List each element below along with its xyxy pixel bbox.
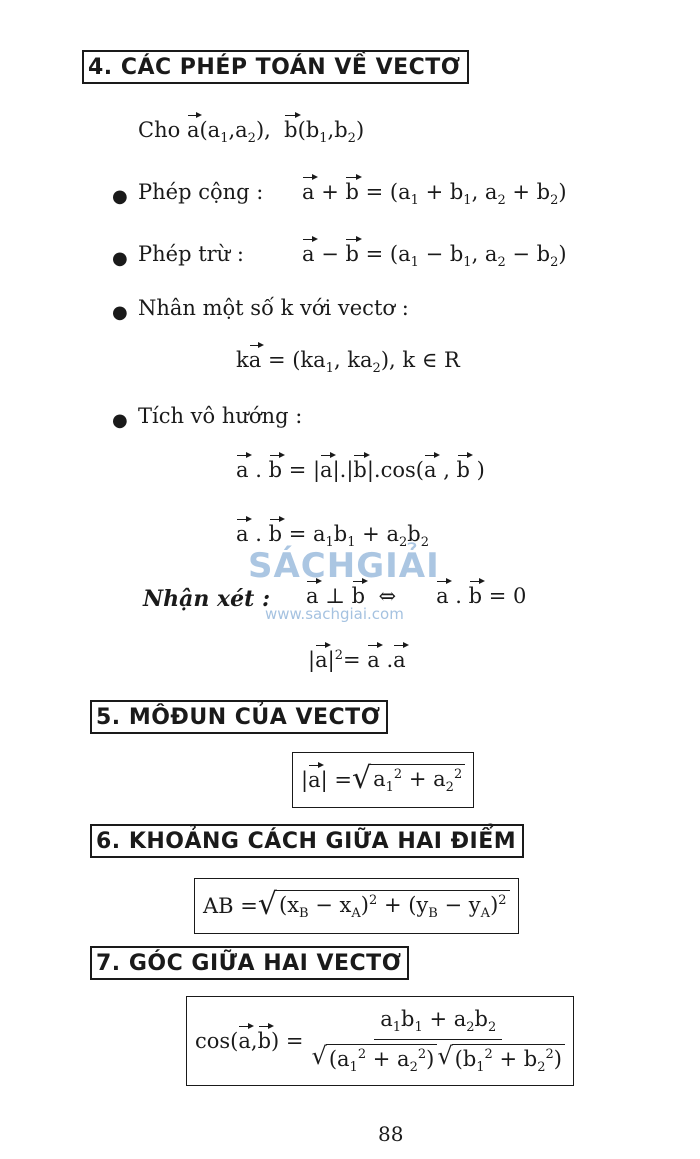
modulus-formula-box: | a | = √ $a_1^2 + a_2^2$	[292, 752, 474, 808]
section-5-heading: 5. MÔĐUN CỦA VECTƠ	[90, 700, 388, 734]
square-modulus-formula: $|a|^2= a$ .a	[308, 648, 406, 672]
remark-label: Nhận xét :	[143, 586, 271, 612]
dot-product-formula-1: a . b = |a|.|b|.cos(a , b )	[236, 458, 485, 482]
section-4-heading: 4. CÁC PHÉP TOÁN VỀ VECTƠ	[82, 50, 469, 84]
watermark-url: www.sachgiai.com	[265, 605, 404, 623]
bullet-icon: ●	[112, 410, 128, 431]
watermark-logo: SÁCHGIẢI	[248, 546, 440, 586]
angle-formula-box: cos( a , b ) = $a_1b_1 + a_2b_2$ √ $(a_1^2 + a_2^2)$ √ $(b_1^2 + b_2^2)$	[186, 996, 574, 1086]
given-vectors-line: Cho $a(a_1,a_2)$, $b(b_1,b_2)$	[138, 118, 365, 147]
subtraction-formula: $a - b = (a_1 - b_1$, $a_2 - b_2$)	[302, 242, 567, 271]
scalar-mult-label: Nhân một số k với vectơ :	[138, 296, 409, 320]
scalar-mult-formula: ka = ($ka_1$, $ka_2$), k ∈ R	[236, 348, 460, 377]
perpendicular-condition: a ⊥ b ⇔ a . b = 0	[306, 584, 527, 608]
subtraction-label: Phép trừ :	[138, 242, 244, 266]
section-6-heading: 6. KHOẢNG CÁCH GIỮA HAI ĐIỂM	[90, 824, 524, 858]
bullet-icon: ●	[112, 186, 128, 207]
addition-label: Phép cộng :	[138, 180, 264, 204]
bullet-icon: ●	[112, 302, 128, 323]
section-7-heading: 7. GÓC GIỮA HAI VECTƠ	[90, 946, 409, 980]
dot-product-formula-2: a . $b = a_1b_1 + a_2b_2$	[236, 522, 429, 551]
dot-product-label: Tích vô hướng :	[138, 404, 303, 428]
page-number: 88	[378, 1122, 404, 1146]
addition-formula: $a + b = (a_1 + b_1$, $a_2 + b_2$)	[302, 180, 567, 209]
cho-label: Cho	[138, 118, 181, 142]
bullet-icon: ●	[112, 248, 128, 269]
distance-formula-box: AB = √ $(x_B - x_A)^2 + (y_B - y_A)^2$	[194, 878, 519, 934]
